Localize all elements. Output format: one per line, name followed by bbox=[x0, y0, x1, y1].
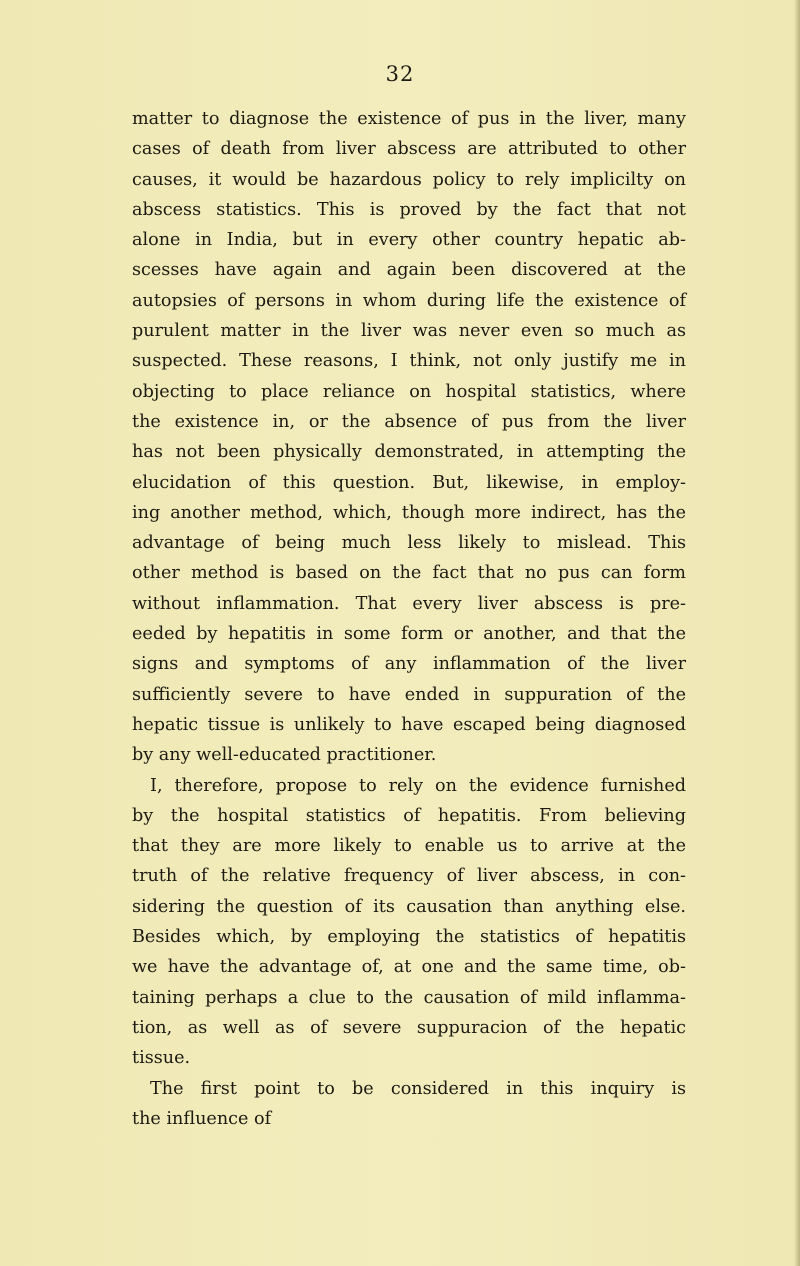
text-line: alone in India, but in every other country hepatic ab- bbox=[132, 230, 686, 251]
text-line: has not been physically demonstrated, in attempting the bbox=[132, 442, 686, 463]
text-line: truth of the relative frequency of liver abscess, in con- bbox=[132, 866, 686, 887]
text-line: scesses have again and again been discovered at the bbox=[132, 260, 686, 281]
text-line: matter to diagnose the existence of pus in the liver, many bbox=[132, 109, 686, 129]
text-line: other method is based on the fact that no pus can form bbox=[132, 563, 686, 584]
text-line: suspected. These reasons, I think, not only justify me in bbox=[132, 351, 686, 372]
text-line: taining perhaps a clue to the causation of mild inflamma- bbox=[132, 987, 686, 1008]
text-line: ing another method, which, though more indirect, has the bbox=[132, 502, 686, 523]
text-line: hepatic tissue is unlikely to have escaped being diagnosed bbox=[132, 714, 686, 735]
text-line: eeded by hepatitis in some form or another, and that the bbox=[132, 624, 686, 645]
text-line: by any well-educated practitioner. bbox=[132, 745, 437, 766]
text-line: advantage of being much less likely to mislead. This bbox=[132, 533, 686, 554]
text-line: autopsies of persons in whom during life the existence of bbox=[132, 290, 686, 311]
text-line: Besides which, by employing the statistics of hepatitis bbox=[132, 927, 686, 948]
text-line: signs and symptoms of any inflammation of the liver bbox=[132, 654, 686, 675]
text-line: The first point to be considered in this inquiry is bbox=[150, 1078, 686, 1099]
text-line: the influence of bbox=[132, 1108, 272, 1129]
text-line: we have the advantage of, at one and the same time, ob- bbox=[132, 957, 686, 978]
text-line: objecting to place reliance on hospital statistics, where bbox=[132, 381, 686, 402]
text-line: sidering the question of its causation than anything else. bbox=[132, 896, 686, 917]
text-line: I, therefore, propose to rely on the evidence furnished bbox=[150, 775, 686, 796]
text-line: purulent matter in the liver was never even so much as bbox=[132, 321, 686, 342]
text-line: sufficiently severe to have ended in suppuration of the bbox=[132, 684, 686, 705]
text-line: tion, as well as of severe suppuracion of the hepatic bbox=[132, 1017, 686, 1038]
page-number: 32 bbox=[385, 62, 415, 86]
text-line: cases of death from liver abscess are attributed to other bbox=[132, 139, 686, 160]
text-line: by the hospital statistics of hepatitis. From believing bbox=[132, 805, 686, 826]
text-line: that they are more likely to enable us to arrive at the bbox=[132, 836, 686, 857]
page-edge-shadow bbox=[794, 0, 800, 1266]
text-line: tissue. bbox=[132, 1048, 191, 1069]
text-line: the existence in, or the absence of pus from the liver bbox=[132, 411, 686, 432]
text-line: without inflammation. That every liver abscess is pre- bbox=[132, 593, 686, 614]
text-line: abscess statistics. This is proved by the fact that not bbox=[132, 199, 686, 220]
body-text bbox=[132, 104, 686, 1134]
text-line: elucidation of this question. But, likewise, in employ- bbox=[132, 472, 686, 493]
text-line: causes, it would be hazardous policy to rely implicilty on bbox=[132, 169, 686, 190]
